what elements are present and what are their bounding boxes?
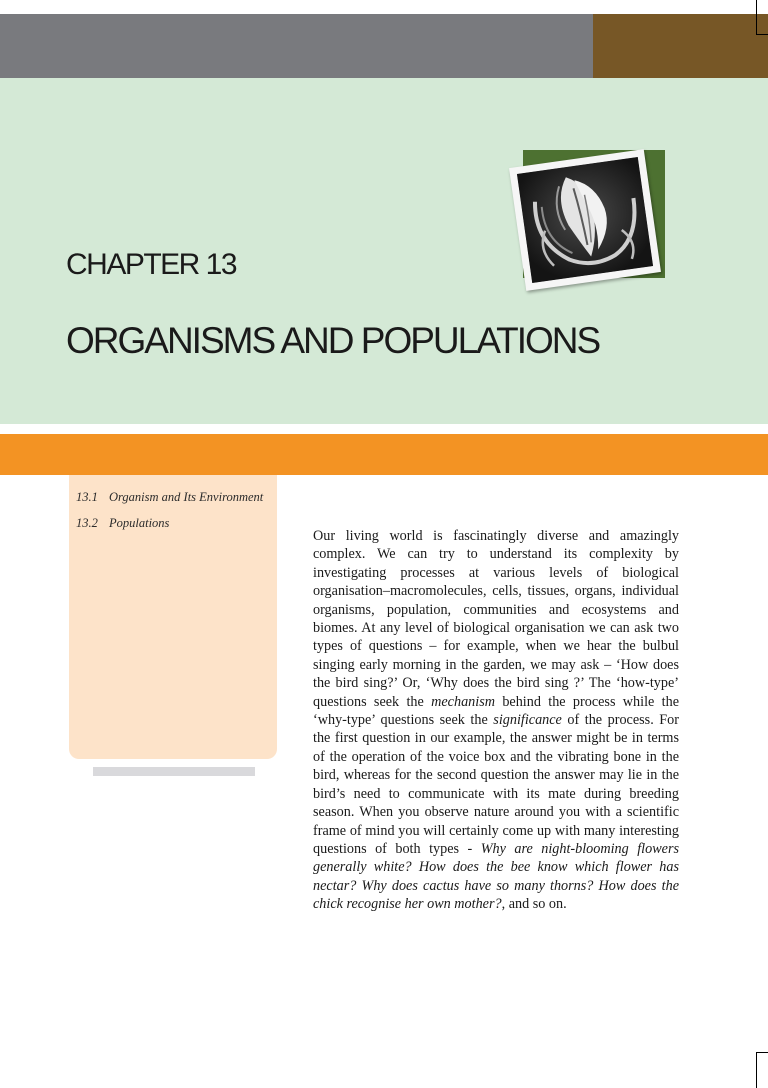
crop-mark-bottom: [756, 1052, 768, 1088]
toc-item-title: Organism and Its Environment: [109, 490, 264, 504]
toc-item: [76, 515, 276, 532]
toc-item-number: 13.1: [76, 490, 98, 504]
toc-item-title: Populations: [109, 516, 170, 530]
intro-text: , and so on.: [501, 896, 567, 913]
intro-paragraph: [313, 527, 679, 914]
chapter-label: CHAPTER 13: [66, 248, 237, 281]
panel-shadow-strip: [93, 767, 255, 776]
intro-text-italic: mechanism: [431, 693, 495, 710]
intro-text: of the process. For the first question in our example, the answer might be in terms of the operation of the voice box and the vibrating bone in the bird, whereas for the second question the answer may lie in the bird’s need to communicate with its mate during breeding season. When you observe nature around you with a scientific frame of mind you will certainly come up with many interesting questions of both types -: [313, 712, 679, 857]
intro-text-italic: significance: [493, 712, 562, 729]
flower-photo-icon: [517, 157, 653, 283]
intro-text: behind the process while the ‘why-type’ questions seek the: [313, 693, 679, 729]
crop-mark-top: [756, 0, 768, 35]
flower-illustration: [517, 157, 653, 283]
chapter-photo: [509, 149, 661, 291]
toc-item-number: 13.2: [76, 516, 98, 530]
header-bar-gray: [0, 14, 593, 78]
toc-item: [76, 489, 276, 506]
chapter-contents: [76, 489, 276, 541]
header-bar-brown: [593, 14, 768, 78]
intro-text-italic: Why are night-blooming flowers generally white? How does the bee know which flower has nectar? Why does cactus have so many thorns? How does the chick recognise her own mother?: [313, 840, 679, 913]
chapter-title: ORGANISMS AND POPULATIONS: [66, 320, 600, 361]
orange-divider-band: [0, 434, 768, 475]
intro-text: Our living world is fascinatingly diverse and amazingly complex. We can try to understand its complexity by investigating processes at various levels of biological organisation–macromolecules, cells, tissues, organs, individual organisms, population, communities and ecosystems and biomes. At any level of biological organisation we can ask two types of questions – for example, when we hear the bulbul singing early morning in the garden, we may ask – ‘How does the bird sing?’ Or, ‘Why does the bird sing ?’ The ‘how-type’ questions seek the: [313, 528, 679, 710]
